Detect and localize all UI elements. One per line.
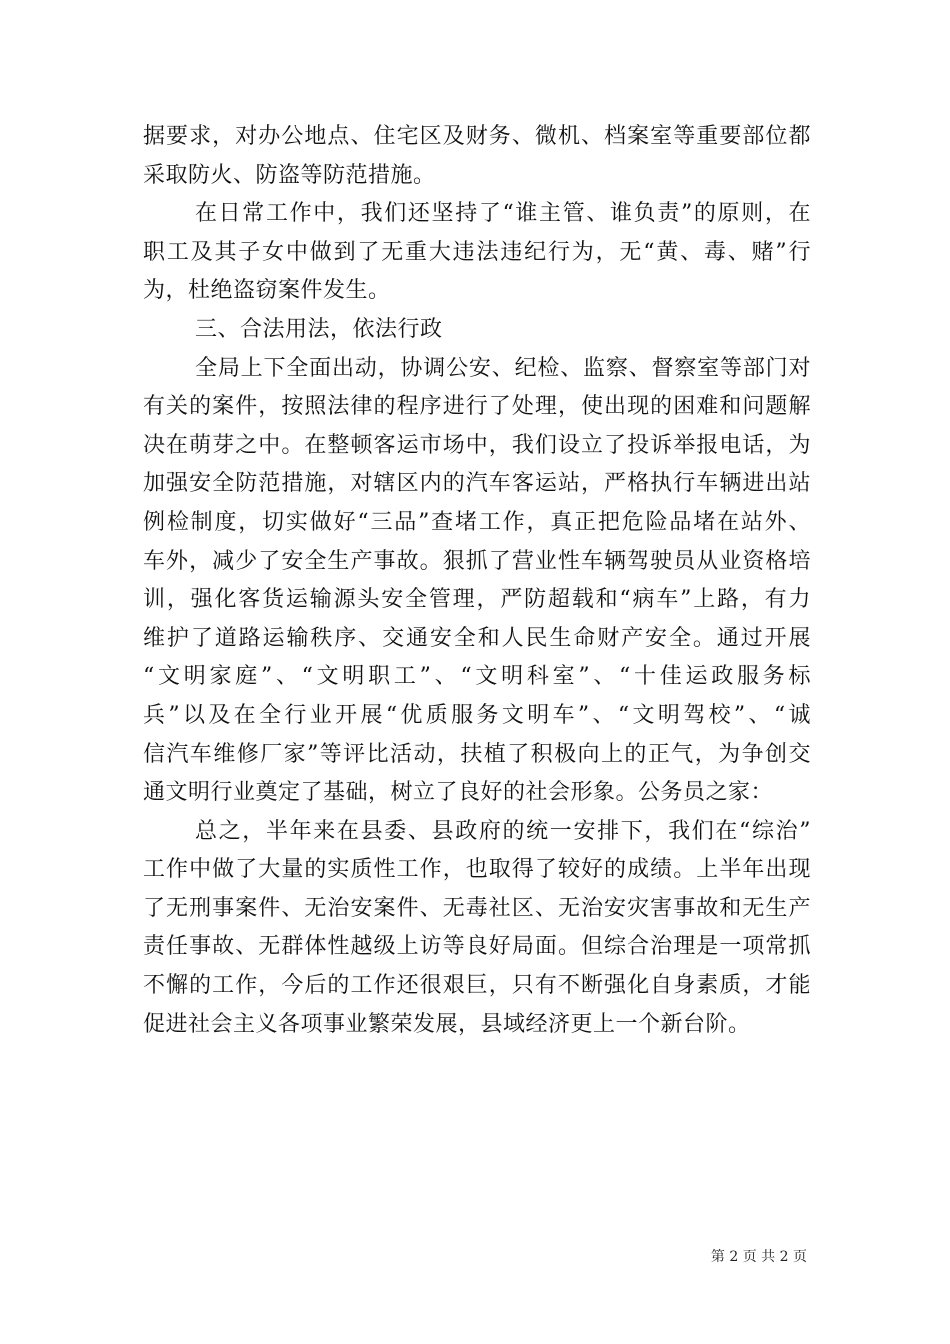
text-line: “文明家庭”、“文明职工”、“文明科室”、“十佳运政服务标 xyxy=(143,664,811,690)
text-line: 不懈的工作，今后的工作还很艰巨，只有不断强化自身素质，才能 xyxy=(143,973,811,999)
text-line: 了无刑事案件、无治安案件、无毒社区、无治安灾害事故和无生产 xyxy=(143,895,811,921)
text-line: 工作中做了大量的实质性工作，也取得了较好的成绩。上半年出现 xyxy=(143,857,811,883)
text-line: 全局上下全面出动，协调公安、纪检、监察、督察室等部门对 xyxy=(195,355,811,381)
text-line: 采取防火、防盗等防范措施。 xyxy=(143,162,436,188)
text-line: 兵”以及在全行业开展“优质服务文明车”、“文明驾校”、“诚 xyxy=(143,702,811,728)
text-line: 维护了道路运输秩序、交通安全和人民生命财产安全。通过开展 xyxy=(143,625,811,651)
text-line: 职工及其子女中做到了无重大违法违纪行为，无“黄、毒、赌”行 xyxy=(143,239,811,265)
text-line: 在日常工作中，我们还坚持了“谁主管、谁负责”的原则，在 xyxy=(195,201,811,227)
document-body xyxy=(143,118,811,1044)
text-line: 促进社会主义各项事业繁荣发展，县域经济更上一个新台阶。 xyxy=(143,1011,751,1037)
page-number-footer: 第 2 页 共 2 页 xyxy=(710,1249,807,1265)
text-line: 决在萌芽之中。在整顿客运市场中，我们设立了投诉举报电话，为 xyxy=(143,432,811,458)
text-line: 车外，减少了安全生产事故。狠抓了营业性车辆驾驶员从业资格培 xyxy=(143,548,811,574)
text-line: 通文明行业奠定了基础，树立了良好的社会形象。公务员之家： xyxy=(143,780,774,806)
text-line: 据要求，对办公地点、住宅区及财务、微机、档案室等重要部位都 xyxy=(143,124,811,149)
text-line: 总之，半年来在县委、县政府的统一安排下，我们在“综治” xyxy=(195,818,811,844)
text-line: 责任事故、无群体性越级上访等良好局面。但综合治理是一项常抓 xyxy=(143,934,811,960)
text-line: 训，强化客货运输源头安全管理，严防超载和“病车”上路，有力 xyxy=(143,587,811,613)
text-line: 加强安全防范措施，对辖区内的汽车客运站，严格执行车辆进出站 xyxy=(143,471,811,497)
text-line: 例检制度，切实做好“三品”查堵工作，真正把危险品堵在站外、 xyxy=(143,509,811,535)
text-line: 有关的案件，按照法律的程序进行了处理，使出现的困难和问题解 xyxy=(143,394,811,420)
text-line: 三、合法用法，依法行政 xyxy=(195,316,443,342)
text-line: 为，杜绝盗窃案件发生。 xyxy=(143,278,391,304)
text-line: 信汽车维修厂家”等评比活动，扶植了积极向上的正气，为争创交 xyxy=(143,741,811,767)
